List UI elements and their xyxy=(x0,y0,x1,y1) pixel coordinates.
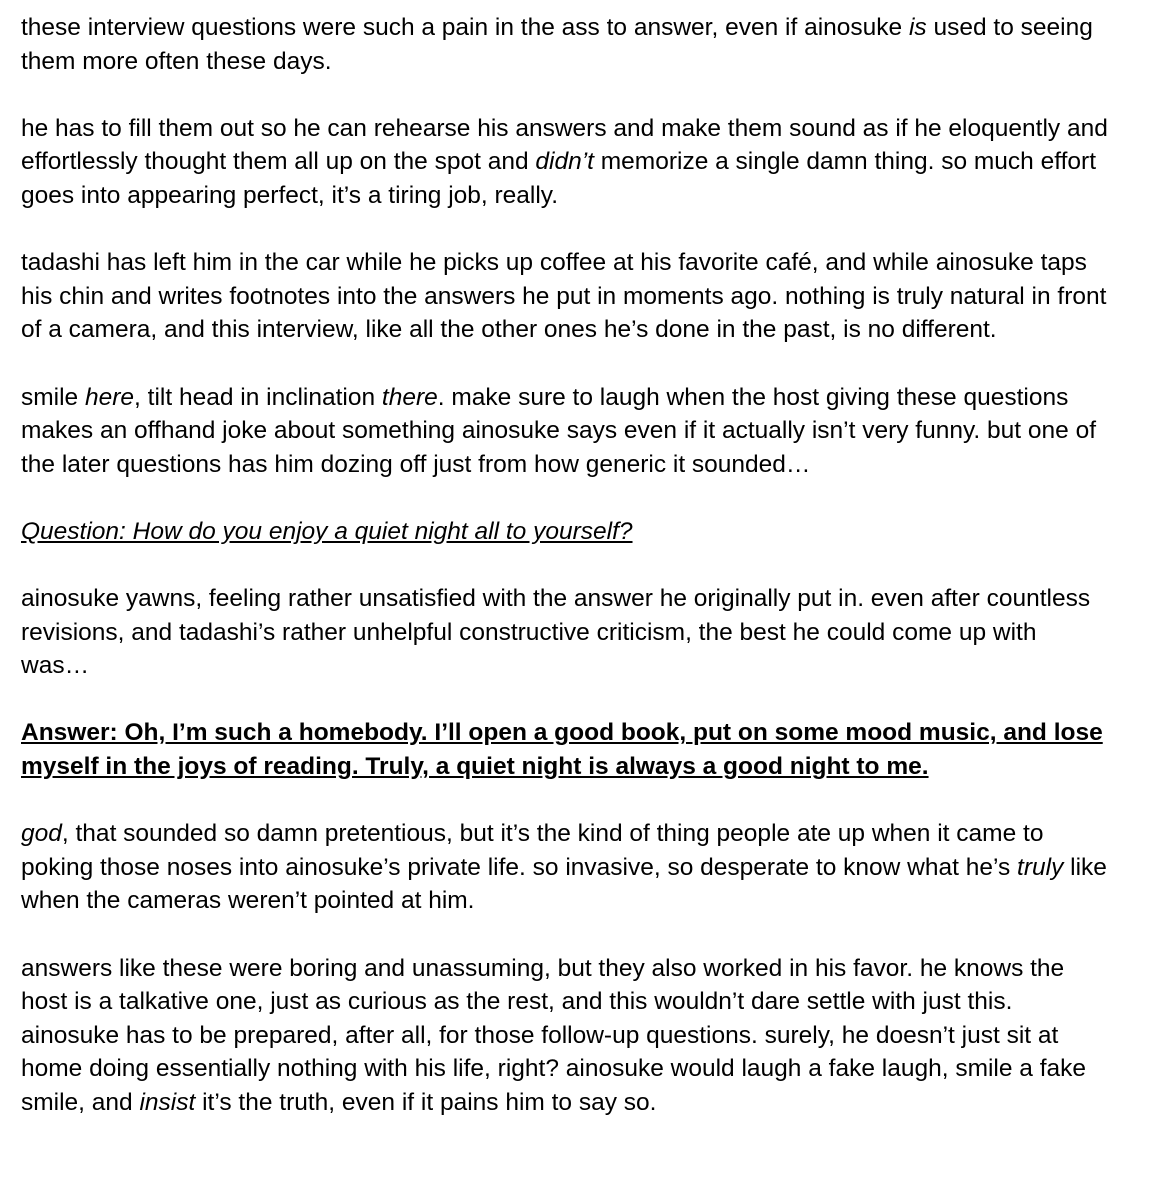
text-run: these interview questions were such a pain in the ass to answer, even if ainosuke xyxy=(21,14,909,41)
emphasized-text: is xyxy=(908,14,927,41)
paragraph-pretentious xyxy=(21,817,1110,918)
emphasized-text: there xyxy=(381,383,438,411)
text-run: , that sounded so damn pretentious, but it’s the kind of thing people ate up when it came to poking those noses into ainosuke’s private life. so invasive, so desperate to know what he’s xyxy=(21,820,1044,881)
text-run: Question: How do you enjoy a quiet night all to yourself? xyxy=(21,517,633,545)
text-run: it’s the truth, even if it pains him to say so. xyxy=(195,1089,657,1116)
text-run: used to seeing them more often these days. xyxy=(21,14,1093,75)
paragraph-rehearse xyxy=(21,112,1110,213)
text-run: answers like these were boring and unassuming, but they also worked in his favor. he knows the host is a talkative one, just as curious as the rest, and this wouldn’t dare settle with just this. ainosuke has to be prepared, after all, for those follow-up questions. surely, he doesn’t just sit at home doing essentially nothing with his life, right? ainosuke would laugh a fake laugh, smile a fake smile, and xyxy=(21,954,1087,1116)
paragraph-yawn xyxy=(21,582,1110,683)
emphasized-text: truly xyxy=(1017,853,1064,881)
text-run: smile xyxy=(21,383,85,411)
answer-text xyxy=(21,719,1103,780)
text-run: , tilt head in inclination xyxy=(134,383,382,411)
text-run: ainosuke yawns, feeling rather unsatisfied with the answer he originally put in. even after countless revisions, and tadashi’s rather unhelpful constructive criticism, the best he could come up with was… xyxy=(21,585,1091,680)
text-run: like when the cameras weren’t pointed at him. xyxy=(21,853,1107,915)
interview-question xyxy=(21,515,1110,549)
paragraph-follow-up xyxy=(21,952,1110,1120)
emphasized-text: god xyxy=(21,820,62,848)
emphasized-text: here xyxy=(84,383,135,411)
text-run: . make sure to laugh when the host giving these questions makes an offhand joke about something ainosuke says even if it actually isn’t very funny. but one of the later questions has him dozing off just from how generic it sounded… xyxy=(21,383,1097,478)
text-run: tadashi has left him in the car while he picks up coffee at his favorite café, and while ainosuke taps his chin and writes footnotes into the answers he put in moments ago. nothing is truly natural in front of a camera, and this interview, like all the other ones he’s done in the past, is no different. xyxy=(21,249,1107,344)
emphasized-text: didn’t xyxy=(535,148,594,176)
text-run: memorize a single damn thing. so much effort goes into appearing perfect, it’s a tiring job, really. xyxy=(21,148,1097,209)
interview-answer xyxy=(21,716,1110,783)
text-run: he has to fill them out so he can rehearse his answers and make them sound as if he eloquently and effortlessly thought them all up on the spot and xyxy=(21,114,1108,176)
paragraph-car xyxy=(21,246,1110,347)
paragraph-intro xyxy=(21,11,1110,78)
paragraph-smile xyxy=(21,381,1110,482)
emphasized-text: insist xyxy=(139,1089,196,1116)
question-text xyxy=(21,518,633,545)
text-run: Answer: Oh, I’m such a homebody. I’ll open a good book, put on some mood music, and lose myself in the joys of reading. Truly, a quiet night is always a good night to me. xyxy=(21,719,1103,781)
